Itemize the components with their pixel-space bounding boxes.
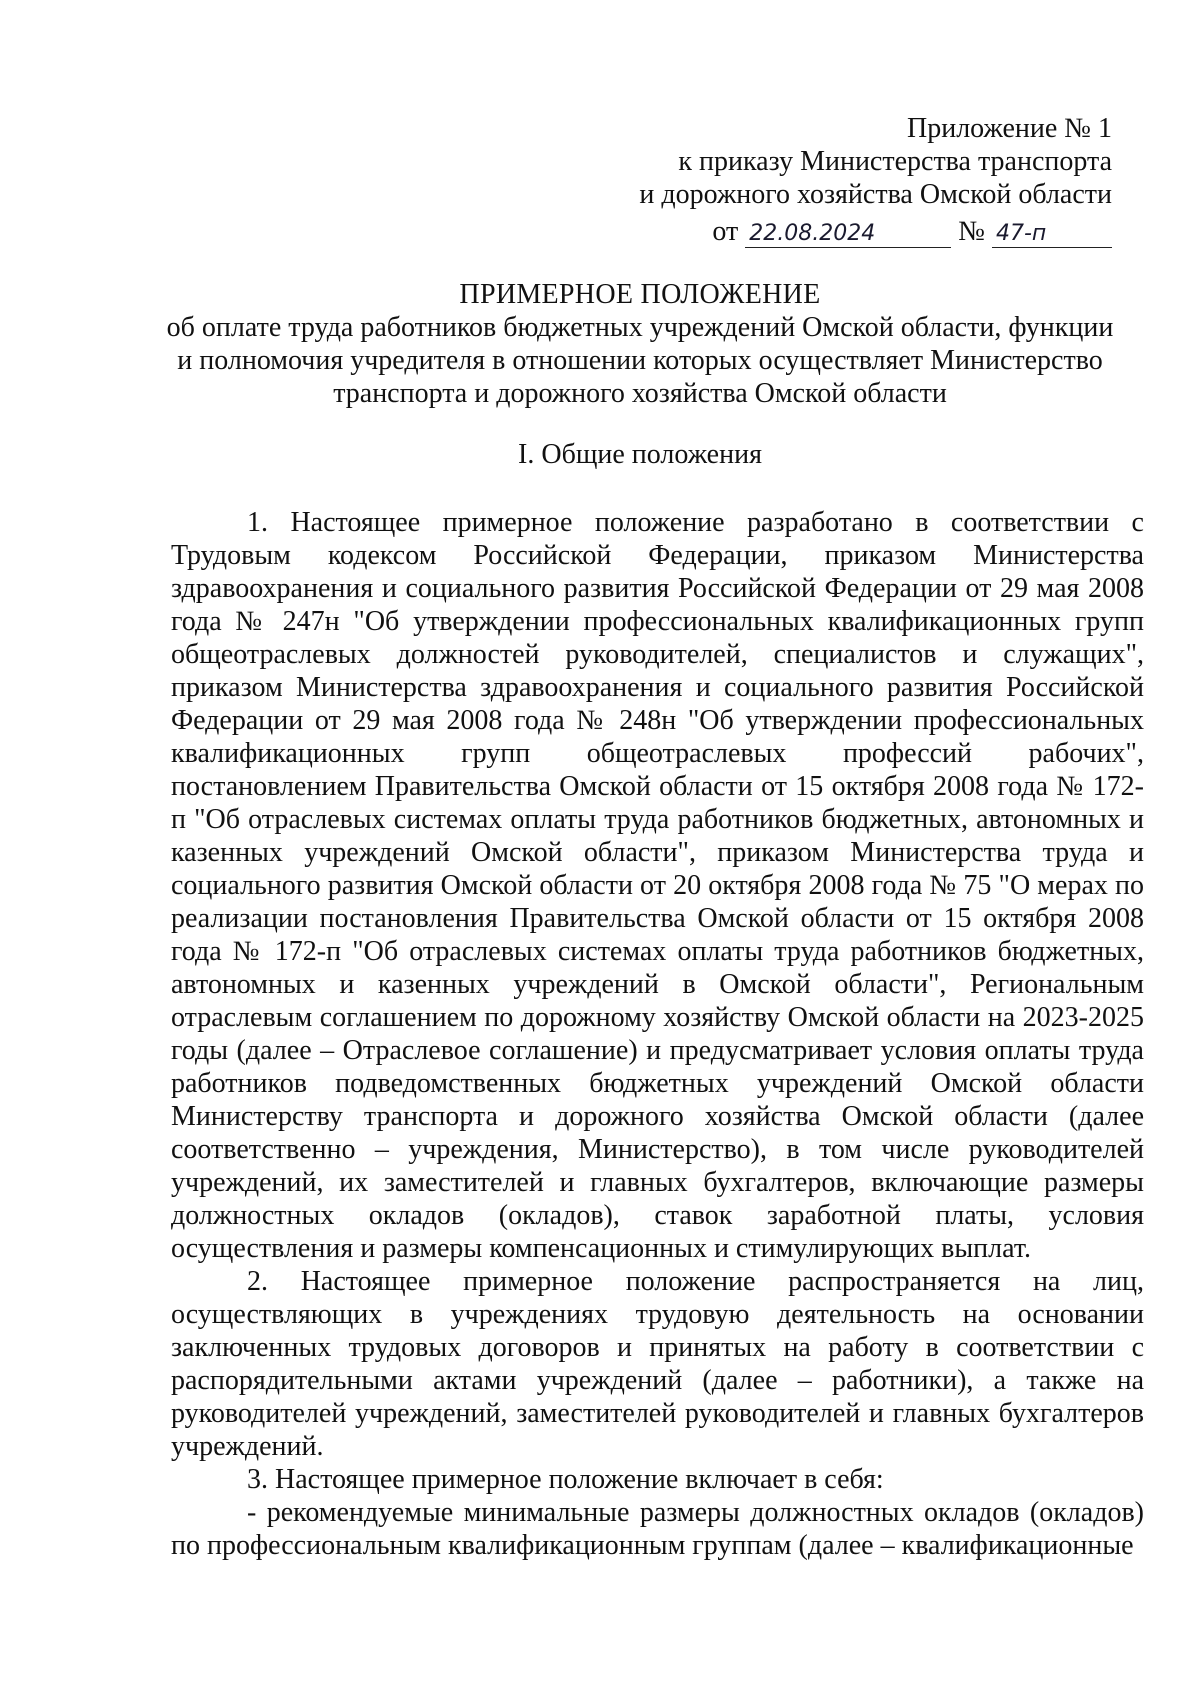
title-subline-1: об оплате труда работников бюджетных учреждений Омской области, функции <box>166 312 1114 343</box>
paragraph-1: 1. Настоящее примерное положение разработано в соответствии с Трудовым кодексом Российской Федерации, приказом Министерства здравоохранения и социального развития Российской Федерации от 29 мая 2008 года № 247н "Об утверждении профессиональных квалификационных групп общеотраслевых должностей руководителей, специалистов и служащих", приказом Министерства здравоохранения и социального развития Российской Федерации от 29 мая 2008 года № 248н "Об утверждении профессиональных квалификационных групп общеотраслевых профессий рабочих", постановлением Правительства Омской области от 15 октября 2008 года № 172-п "Об отраслевых системах оплаты труда работников бюджетных, автономных и казенных учреждений Омской области", приказом Министерства труда и социального развития Омской области от 20 октября 2008 года № 75 "О мерах по реализации постановления Правительства Омской области от 15 октября 2008 года № 172-п "Об отраслевых системах оплаты труда работников бюджетных, автономных и казенных учреждений в Омской области", Региональным отраслевым соглашением по дорожному хозяйству Омской области на 2023-2025 годы (далее – Отраслевое соглашение) и предусматривает условия оплаты труда работников подведомственных бюджетных учреждений Омской области Министерству транспорта и дорожного хозяйства Омской области (далее соответственно – учреждения, Министерство), в том числе руководителей учреждений, их заместителей и главных бухгалтеров, включающие размеры должностных окладов (окладов), ставок заработной платы, условия осуществления и размеры компенсационных и стимулирующих выплат. <box>171 507 1144 1264</box>
order-date-line <box>639 215 1112 248</box>
paragraph-2: 2. Настоящее примерное положение распространяется на лиц, осуществляющих в учреждениях трудовую деятельность на основании заключенных трудовых договоров и принятых на работу в соответствии с распорядительными актами учреждений (далее – работники), а также на руководителей учреждений, заместителей руководителей и главных бухгалтеров учреждений. <box>171 1266 1144 1462</box>
appendix-number: Приложение № 1 <box>907 113 1112 144</box>
handwritten-order-number: 47-п <box>992 221 1112 248</box>
document-body <box>171 506 1144 1562</box>
handwritten-date: 22.08.2024 <box>745 221 951 248</box>
ministry-name: и дорожного хозяйства Омской области <box>639 179 1112 210</box>
date-prefix: от <box>712 216 739 247</box>
document-title <box>150 278 1130 410</box>
title-subline-2: и полномочия учредителя в отношении которых осуществляет Министерство <box>177 345 1103 376</box>
section-heading: I. Общие положения <box>518 439 762 470</box>
paragraph-3: 3. Настоящее примерное положение включает в себя: <box>247 1464 884 1495</box>
title-subline-3: транспорта и дорожного хозяйства Омской области <box>333 378 947 409</box>
number-prefix: № <box>958 216 985 247</box>
order-reference: к приказу Министерства транспорта <box>678 146 1112 177</box>
appendix-header <box>639 112 1112 248</box>
paragraph-3-item-1: - рекомендуемые минимальные размеры должностных окладов (окладов) по профессиональным квалификационным группам (далее – квалификационные <box>171 1497 1144 1561</box>
title-main: ПРИМЕРНОЕ ПОЛОЖЕНИЕ <box>459 279 821 310</box>
